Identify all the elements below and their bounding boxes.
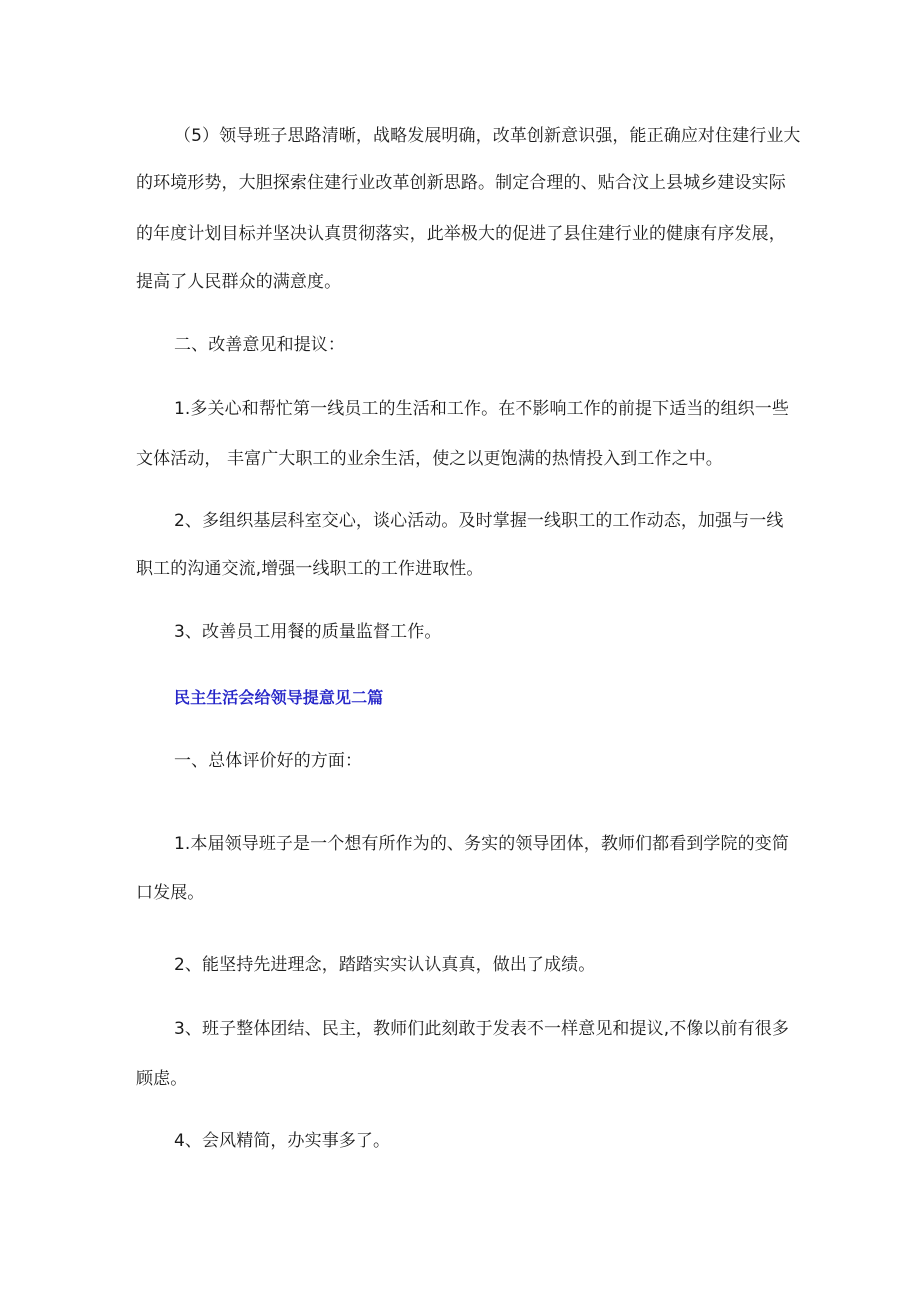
section-1-heading: 一、总体评价好的方面： — [174, 751, 363, 771]
evaluation-3-line-2: 顾虑。 — [136, 1069, 188, 1089]
paragraph-5-line-2: 的环境形势，大胆探索住建行业改革创新思路。制定合理的、贴合汶上县城乡建设实际 — [136, 173, 786, 193]
evaluation-1-line-2: 口发展。 — [136, 883, 205, 903]
suggestion-2-line-1: 2、多组织基层科室交心，谈心活动。及时掌握一线职工的工作动态，加强与一线 — [174, 511, 784, 531]
paragraph-5-line-3: 的年度计划目标并坚决认真贯彻落实，此举极大的促进了县住建行业的健康有序发展， — [136, 224, 786, 244]
suggestion-1-line-1: 1.多关心和帮忙第一线员工的生活和工作。在不影响工作的前提下适当的组织一些 — [174, 399, 789, 419]
article-2-title: 民主生活会给领导提意见二篇 — [174, 688, 384, 707]
evaluation-1-line-1: 1.本届领导班子是一个想有所作为的、务实的领导团体，教师们都看到学院的变简 — [174, 834, 789, 854]
evaluation-2: 2、能坚持先进理念，踏踏实实认认真真，做出了成绩。 — [174, 955, 596, 975]
section-2-heading: 二、改善意见和提议： — [174, 335, 345, 355]
paragraph-5-line-1: （5）领导班子思路清晰，战略发展明确，改革创新意识强，能正确应对住建行业大 — [174, 126, 801, 146]
suggestion-3: 3、改善员工用餐的质量监督工作。 — [174, 622, 442, 642]
evaluation-4: 4、会风精简，办实事多了。 — [174, 1131, 391, 1151]
suggestion-1-line-2: 文体活动， 丰富广大职工的业余生活，使之以更饱满的热情投入到工作之中。 — [136, 449, 723, 469]
paragraph-5-line-4: 提高了人民群众的满意度。 — [136, 272, 342, 292]
evaluation-3-line-1: 3、班子整体团结、民主，教师们此刻敢于发表不一样意见和提议,不像以前有很多 — [174, 1019, 789, 1039]
suggestion-2-line-2: 职工的沟通交流,增强一线职工的工作进取性。 — [136, 559, 484, 579]
